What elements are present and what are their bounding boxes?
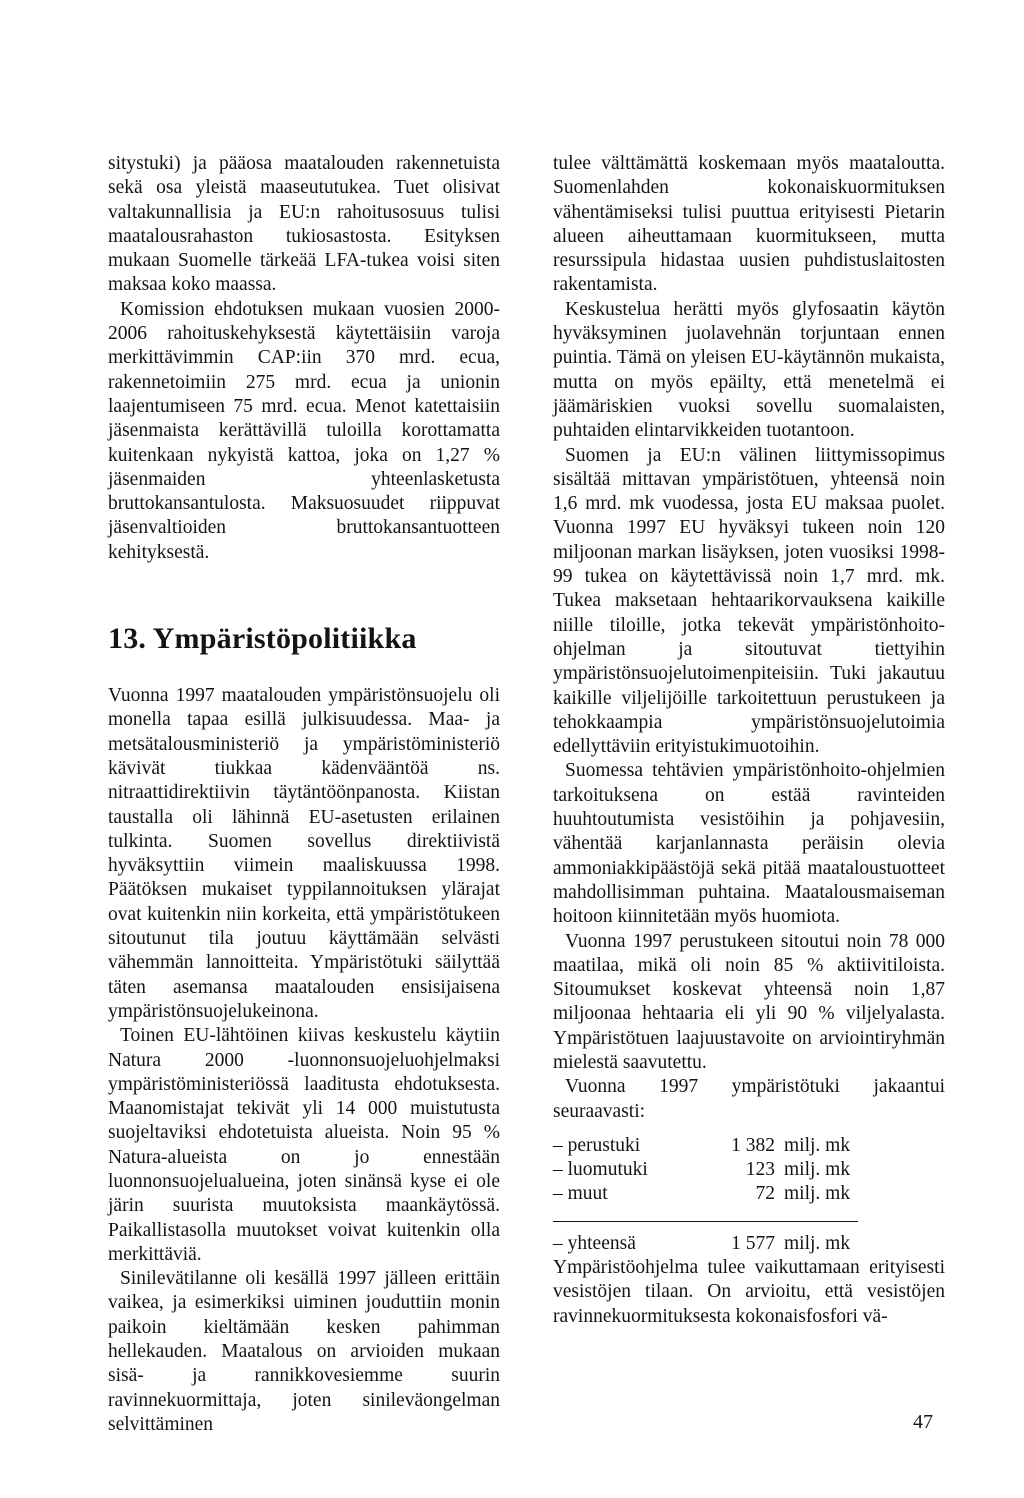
paragraph: Suomen ja EU:n välinen liittymissopimus sisältää mittavan ympäristötuen, yhteensä noin 1,6 mrd. mk vuodessa, josta EU maksaa puolet. Vuonna 1997 EU hyväksyi tukeen noin 120 miljoonan markan lisäyksen, joten vuosiksi 1998-99 tukea on käytettävissä noin 1,7 mrd. mk. Tukea maksetaan hehtaarikorvauksena kaikille niille tiloille, jotka tekevät ympäristönhoito-ohjelman ja sitoutuvat tiettyihin ympäristönsuojelutoimenpiteisiin. Tuki jakautuu kaikille viljelijöille tarkoitettuun perustukeen ja tehokkaampia ympäristönsuojelutoimia edellyttäviin erityistukimuotoihin. xyxy=(553,444,945,758)
paragraph: Toinen EU-lähtöinen kiivas keskustelu käytiin Natura 2000 -luonnonsuojeluohjelmaksi ympäristöministeriössä laaditusta ehdotuksesta. Maanomistajat tekivät yli 14 000 muistutusta suojeltaviksi ehdotetuista alueista. Noin 95 % Natura-alueista on jo ennestään luonnonsuojelualueina, joten sinänsä kyse ei ole järin suurista muutoksista maankäytössä. Paikallistasolla muutokset voivat kuitenkin olla merkittäviä. xyxy=(108,1025,500,1265)
table-row xyxy=(553,1134,945,1158)
paragraph: Suomessa tehtävien ympäristönhoito-ohjelmien tarkoituksena on estää ravinteiden huuhtoutumista vesistöihin ja pohjavesiin, vähentää karjanlannasta peräisin olevia ammoniakkipäästöjä sekä pitää maataloustuotteet mahdollisimman puhtaina. Maatalousmaiseman hoitoon kiinnitetään myös huomiota. xyxy=(553,760,945,928)
paragraph: Sinilevätilanne oli kesällä 1997 jälleen erittäin vaikea, ja esimerkiksi uiminen jouduttiin monin paikoin kieltämään kesken pahimman hellekauden. Maatalous on arvioiden mukaan sisä- ja rannikkovesiemme suurin ravinnekuormittaja, joten sinileväongelman selvittäminen xyxy=(108,1268,500,1435)
paragraph: Keskustelua herätti myös glyfosaatin käytön hyväksyminen juolavehnän torjuntaan ennen puintia. Tämä on yleisen EU-käytännön mukaista, mutta on myös epäilty, että menetelmä ei jäämäriskien vuoksi sovellu suomalaisten, puhtaiden elintarvikkeiden tuotantoon. xyxy=(553,298,945,442)
total-label: – yhteensä xyxy=(553,1232,636,1254)
paragraph: Ympäristöohjelma tulee vaikuttamaan erityisesti vesistöjen tilaan. On arvioitu, että vesistöjen ravinnekuormituksesta kokonaisfosfori vä- xyxy=(553,1257,945,1327)
row-value: 1 382 xyxy=(731,1134,775,1156)
row-value: 72 xyxy=(755,1183,775,1205)
paragraph: Komission ehdotuksen mukaan vuosien 2000-2006 rahoituskehyksestä käytettäisiin varoja merkittävimmin CAP:iin 370 mrd. ecua, rakennetoimiin 275 mrd. ecua ja unionin laajentumiseen 75 mrd. ecua. Menot katettaisiin jäsenmaista kerättävillä tuloilla korottamatta kuitenkaan nykyistä kattoa, joka on 1,27 % jäsenmaiden yhteenlasketusta bruttokansantulosta. Maksuosuudet riippuvat jäsenvaltioiden bruttokansantuotteen kehityksestä. xyxy=(108,298,500,563)
paragraph: sitystuki) ja pääosa maatalouden rakennetuista sekä osa yleistä maaseututukea. Tuet olisivat valtakunnallisia ja EU:n rahoitusosuus tulisi maatalousrahaston tukiosastosta. Esityksen mukaan Suomelle tärkeää LFA-tukea voisi siten maksaa koko maassa. xyxy=(108,153,500,296)
table-row xyxy=(553,1182,945,1206)
table-total-row xyxy=(553,1232,945,1256)
row-label: – perustuki xyxy=(553,1134,641,1156)
total-unit: milj. mk xyxy=(784,1232,851,1254)
row-unit: milj. mk xyxy=(784,1134,851,1156)
row-value: 123 xyxy=(745,1159,775,1181)
table-row xyxy=(553,1158,945,1182)
row-unit: milj. mk xyxy=(784,1159,851,1181)
page-number: 47 xyxy=(913,1411,933,1433)
left-column xyxy=(108,152,500,1437)
row-unit: milj. mk xyxy=(784,1183,851,1205)
row-label: – luomutuki xyxy=(553,1159,648,1181)
support-table xyxy=(553,1134,945,1256)
paragraph: Vuonna 1997 perustukeen sitoutui noin 78 000 maatilaa, mikä oli noin 85 % aktiivitiloista. Sitoumukset koskevat yhteensä noin 1,87 miljoonaa hehtaaria eli yli 90 % viljelyalasta. Ympäristötuen laajuustavoite on arviointiryhmän mielestä saavutettu. xyxy=(553,930,945,1073)
right-column xyxy=(553,152,945,1329)
total-value: 1 577 xyxy=(731,1232,775,1254)
section-heading: 13. Ympäristöpolitiikka xyxy=(108,622,417,656)
row-label: – muut xyxy=(553,1183,608,1205)
paragraph: Vuonna 1997 maatalouden ympäristönsuojelu oli monella tapaa esillä julkisuudessa. Maa- ja metsätalousministeriö ja ympäristöministeriö kävivät tiukkaa kädenvääntöä ns. nitraattidirektiivin täytäntöönpanosta. Kiistan taustalla oli lähinnä EU-asetusten erilainen tulkinta. Suomen sovellus direktiivistä hyväksyttiin viimein maaliskuussa 1998. Päätöksen mukaiset typpilannoituksen ylärajat ovat kuitenkin niin korkeita, että ympäristötukeen sitoutunut tila joutuu käyttämään selvästi vähemmän lannoitteita. Ympäristötuki säilyttää täten asemansa maatalouden ensisijaisena ympäristönsuojelukeinona. xyxy=(108,685,500,1022)
table-divider xyxy=(553,1221,858,1222)
paragraph: tulee välttämättä koskemaan myös maataloutta. Suomenlahden kokonaiskuormituksen vähentämiseksi tulisi puuttua erityisesti Pietarin alueen aiheuttamaan kuormitukseen, mutta resurssipula hidastaa uusien puhdistuslaitosten rakentamista. xyxy=(553,153,945,296)
paragraph: Vuonna 1997 ympäristötuki jakaantui seuraavasti: xyxy=(553,1076,945,1122)
